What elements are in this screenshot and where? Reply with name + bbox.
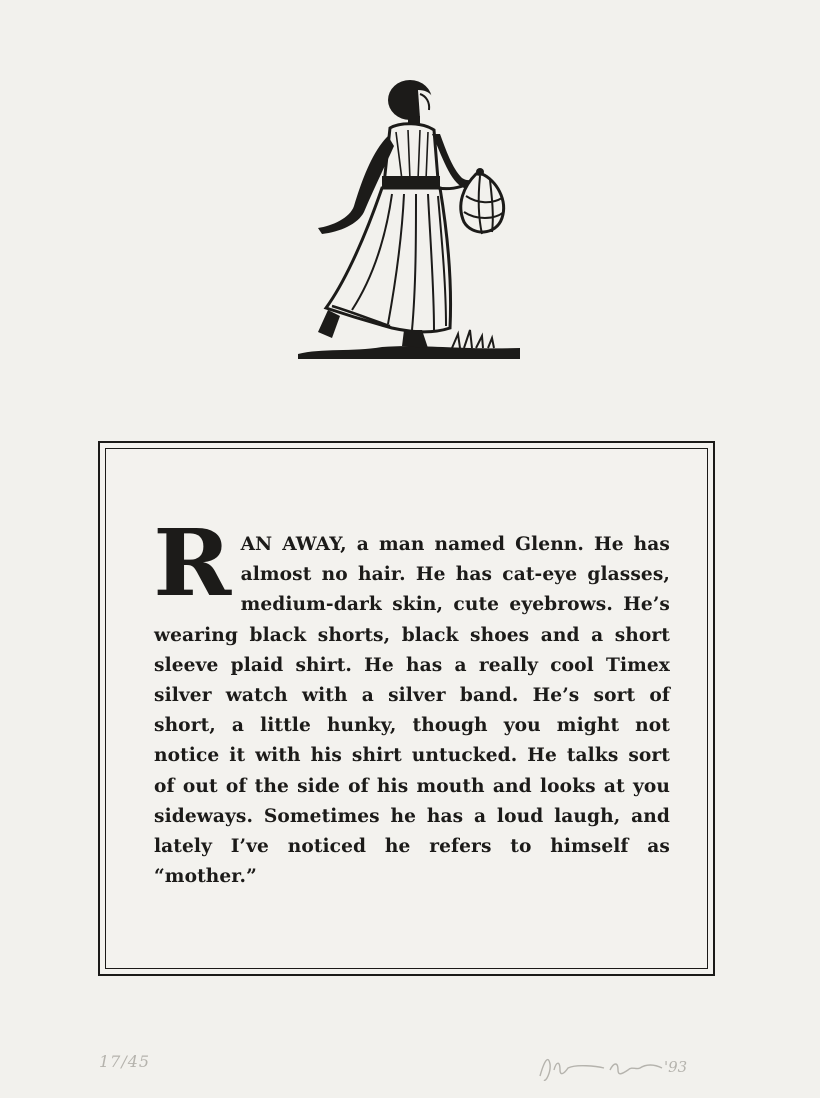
drop-cap: R	[153, 509, 232, 617]
artist-signature	[536, 1040, 706, 1088]
notice-body: AN AWAY, a man named Glenn. He has almost no hair. He has cat-eye glasses, medium-dark skin, cute eyebrows. He’s wearing black shorts, black shoes and a short sleeve plaid shirt. He has a really cool Timex silver watch with a silver band. He’s sort of short, a little hunky, though you might not notice it with his shirt untucked. He talks sort of out of the side of his mouth and looks at you sideways. Sometimes he has a loud laugh, and lately I’ve noticed he refers to himself as “mother.”	[154, 534, 670, 888]
runaway-figure-illustration	[292, 76, 524, 366]
runaway-notice-text	[153, 509, 670, 892]
edition-number: 17/45	[99, 1052, 151, 1071]
signature-year: '93	[664, 1058, 688, 1076]
advertisement-frame	[98, 441, 715, 976]
